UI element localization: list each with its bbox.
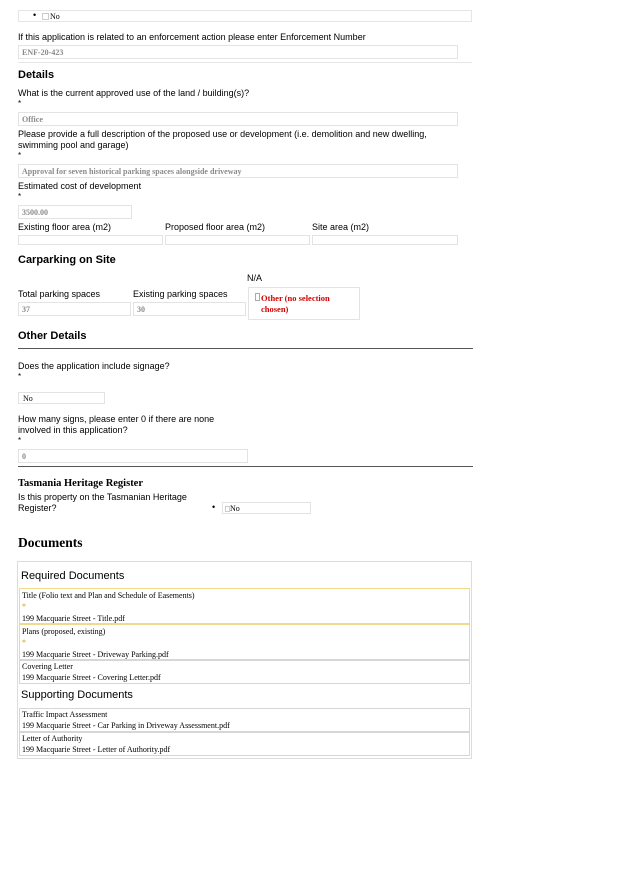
signs-count-question: How many signs, please enter 0 if there are none involved in this application? [18, 414, 215, 435]
required-mark: * [18, 192, 22, 201]
existing-parking-input[interactable] [133, 302, 246, 316]
details-heading: Details [18, 69, 55, 81]
doc-file-link[interactable]: 199 Macquarie Street - Title.pdf [22, 614, 125, 623]
doc-file-link[interactable]: 199 Macquarie Street - Driveway Parking.pdf [22, 650, 169, 659]
heritage-value: No [230, 504, 240, 513]
heritage-question: Is this property on the Tasmanian Heritage Register? [18, 492, 187, 513]
doc-item[interactable] [19, 732, 470, 756]
enforcement-question: If this application is related to an enforcement action please enter Enforcement Number [18, 32, 366, 42]
doc-file-link[interactable]: 199 Macquarie Street - Covering Letter.pdf [22, 673, 161, 682]
na-label: N/A [247, 273, 263, 283]
doc-title: Plans (proposed, existing) [22, 627, 106, 636]
heritage-heading: Tasmania Heritage Register [18, 478, 144, 489]
doc-file-link[interactable]: 199 Macquarie Street - Letter of Authority.pdf [22, 745, 171, 754]
bullet-icon: • [212, 502, 216, 512]
proposed-floor-label: Proposed floor area (m2) [165, 222, 266, 232]
cost-input[interactable] [18, 205, 132, 219]
carparking-heading: Carparking on Site [18, 254, 116, 266]
site-area-input[interactable] [312, 235, 458, 245]
existing-parking-value: 30 [137, 305, 145, 314]
prev-radio-box [18, 10, 472, 22]
bullet-icon: • [33, 10, 37, 20]
doc-item-required[interactable] [19, 588, 470, 624]
section-divider [18, 348, 473, 349]
cost-value: 3500.00 [22, 208, 48, 217]
description-question: Please provide a full description of the proposed use or development (i.e. demolition and new dwelling, swimming pool and garage) [18, 129, 427, 150]
doc-title: Covering Letter [22, 662, 73, 671]
signage-select[interactable] [18, 392, 105, 404]
current-use-input[interactable] [18, 112, 458, 126]
signage-question: Does the application include signage? [18, 361, 170, 371]
total-parking-input[interactable] [18, 302, 131, 316]
enforcement-number-input[interactable] [18, 45, 458, 59]
enforcement-number-value: ENF-20-423 [22, 48, 64, 57]
total-parking-value: 37 [22, 305, 30, 314]
total-parking-label: Total parking spaces [18, 289, 101, 299]
proposed-floor-input[interactable] [165, 235, 310, 245]
required-mark: * [18, 99, 22, 108]
site-area-label: Site area (m2) [312, 222, 370, 232]
doc-item[interactable] [19, 708, 470, 732]
doc-item-required[interactable] [19, 624, 470, 660]
doc-title: Title (Folio text and Plan and Schedule of Easements) [22, 591, 195, 600]
required-mark: * [18, 436, 22, 445]
other-parking-label: Other (no selection chosen) [261, 293, 330, 314]
divider [18, 62, 472, 63]
current-use-question: What is the current approved use of the land / building(s)? [18, 88, 250, 98]
description-input[interactable] [18, 164, 458, 178]
doc-file-link[interactable]: 199 Macquarie Street - Car Parking in Driveway Assessment.pdf [22, 721, 230, 730]
other-parking-box[interactable] [248, 287, 360, 320]
required-mark: * [22, 602, 26, 611]
cost-question: Estimated cost of development [18, 181, 142, 191]
existing-parking-label: Existing parking spaces [133, 289, 228, 299]
checkbox-icon[interactable] [255, 293, 260, 301]
required-mark: * [18, 151, 22, 160]
existing-floor-label: Existing floor area (m2) [18, 222, 112, 232]
required-mark: * [22, 638, 26, 647]
signage-value: No [23, 394, 33, 403]
current-use-value: Office [22, 115, 43, 124]
radio-icon[interactable] [42, 13, 49, 20]
signs-count-input[interactable] [18, 449, 248, 463]
heritage-select[interactable] [222, 502, 311, 514]
signs-count-value: 0 [22, 452, 26, 461]
required-mark: * [18, 372, 22, 381]
required-docs-heading: Required Documents [21, 570, 125, 582]
doc-title: Letter of Authority [22, 734, 83, 743]
prev-radio-label: No [50, 12, 60, 21]
documents-heading: Documents [18, 535, 83, 550]
supporting-docs-heading: Supporting Documents [21, 689, 133, 701]
doc-title: Traffic Impact Assessment [22, 710, 108, 719]
description-value: Approval for seven historical parking spaces alongside driveway [22, 167, 242, 176]
doc-item[interactable] [19, 660, 470, 684]
existing-floor-input[interactable] [18, 235, 163, 245]
other-details-heading: Other Details [18, 330, 87, 342]
section-divider [18, 466, 473, 467]
